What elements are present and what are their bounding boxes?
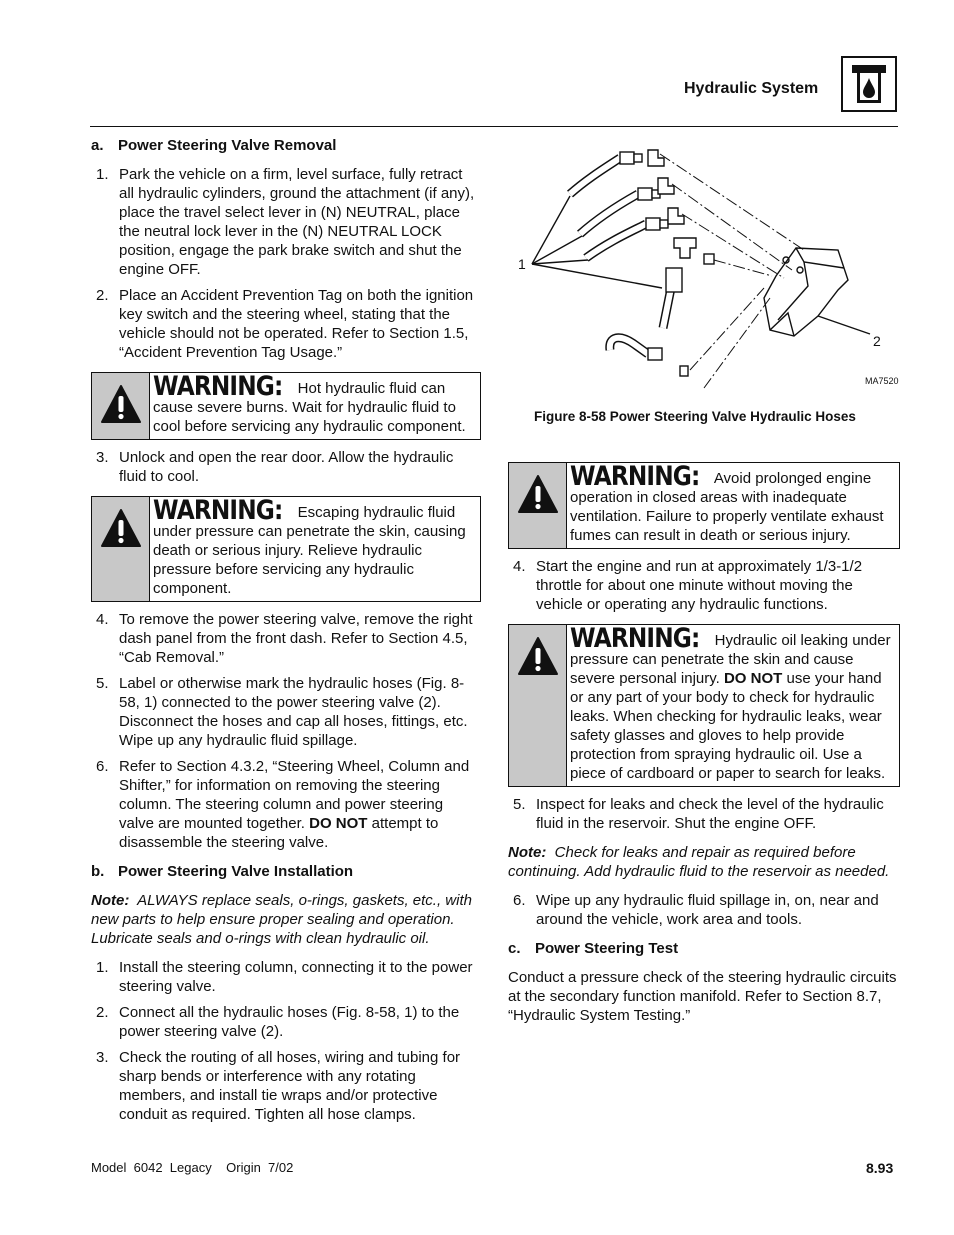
list-item: 5. Label or otherwise mark the hydraulic hoses (Fig. 8-58, 1) connected to the power steering valve (2). Disconnect the hoses and cap all hoses, fittings, etc. Wipe up any hydraulic fluid spillage. <box>96 675 468 749</box>
section-a-heading: a. Power Steering Valve Removal <box>91 137 337 154</box>
list-item: 3. Check the routing of all hoses, wiring and tubing for sharp bends or interference with any rotating members, and install tie wraps and/or protective conduit as required. Tighten all hose clamps. <box>96 1049 461 1123</box>
installation-steps <box>91 958 481 1124</box>
figure-caption: Figure 8-58 Power Steering Valve Hydraulic Hoses <box>534 409 856 424</box>
section-header-title: Hydraulic System <box>684 80 819 97</box>
removal-steps-right-1 <box>508 557 900 614</box>
removal-steps-3 <box>91 610 481 852</box>
warning-text: Avoid prolonged engine operation in closed areas with inadequate ventilation. Failure to properly ventilate exhaust fumes can result in death or serious injury. <box>570 470 884 544</box>
callout-2: 2 <box>873 333 881 349</box>
list-item: 4. To remove the power steering valve, remove the right dash panel from the front dash. Refer to Section 4.5, “Cab Removal.” <box>96 611 473 666</box>
list-item: 6. Wipe up any hydraulic fluid spillage in, on, near and around the vehicle, work area and tools. <box>513 892 879 928</box>
list-item: 6. Refer to Section 4.3.2, “Steering Wheel, Column and Shifter,” for information on removing the steering column. The steering column and power steering valve are mounted together. DO NOT attempt to disassemble the steering valve. <box>96 758 470 851</box>
warning-triangle-icon <box>100 507 142 549</box>
warning-label: WARNING: <box>570 461 700 492</box>
test-paragraph: Conduct a pressure check of the steering hydraulic circuits at the secondary function manifold. Refer to Section 8.7, “Hydraulic System Testing.” <box>508 969 897 1024</box>
list-item: 4. Start the engine and run at approximately 1/3-1/2 throttle for about one minute without moving the vehicle or operating any hydraulic functions. <box>513 558 863 613</box>
left-column <box>91 136 481 1134</box>
section-c-heading: c. Power Steering Test <box>508 940 679 957</box>
removal-steps-right-2 <box>508 795 900 833</box>
figure-code: MA7520 <box>865 376 899 386</box>
section-b-heading: b. Power Steering Valve Installation <box>91 863 354 880</box>
warning-text: Hydraulic oil leaking under pressure can penetrate the skin and cause severe personal injury. DO NOT use your hand or any part of your body to check for hydraulic leaks. When checking for hydraulic leaks, wear safety glasses and gloves to help provide protection from spraying hydraulic oil. Use a piece of cardboard or paper to search for leaks. <box>570 632 891 782</box>
warning-box-oil-leak <box>508 624 900 787</box>
warning-label: WARNING: <box>153 371 283 402</box>
header-rule <box>90 126 898 127</box>
right-column <box>508 462 900 1025</box>
removal-steps-2 <box>91 448 481 486</box>
callout-1: 1 <box>518 256 526 272</box>
warning-text: Escaping hydraulic fluid under pressure can penetrate the skin, causing death or serious injury. Relieve hydraulic pressure before servicing any hydraulic component. <box>153 504 466 597</box>
page-number: 8.93 <box>866 1160 894 1176</box>
footer-model-info: Model 6042 Legacy Origin 7/02 <box>91 1160 294 1175</box>
power-steering-hose-illustration <box>508 138 902 400</box>
hydraulic-system-icon <box>841 56 897 112</box>
hose-diagram <box>508 138 902 400</box>
list-item: 2. Place an Accident Prevention Tag on both the ignition key switch and the steering wheel, stating that the vehicle should not be operated. Refer to Section 1.5, “Accident Prevention Tag Usage.” <box>96 287 474 361</box>
note-b: Note: ALWAYS replace seals, o-rings, gaskets, etc., with new parts to help ensure proper sealing and operation. Lubricate seals and o-rings with clean hydraulic oil. <box>91 892 472 947</box>
removal-steps-right-3 <box>508 891 900 929</box>
warning-triangle-icon <box>100 383 142 425</box>
warning-box-engine-fumes <box>508 462 900 549</box>
warning-triangle-icon <box>517 635 559 677</box>
list-item: 3. Unlock and open the rear door. Allow the hydraulic fluid to cool. <box>96 449 454 485</box>
warning-text: Hot hydraulic fluid can cause severe burns. Wait for hydraulic fluid to cool before servicing any hydraulic component. <box>153 380 466 435</box>
warning-label: WARNING: <box>570 623 700 654</box>
note-leaks: Note: Check for leaks and repair as required before continuing. Add hydraulic fluid to the reservoir as needed. <box>508 844 890 880</box>
list-item: 5. Inspect for leaks and check the level of the hydraulic fluid in the reservoir. Shut the engine OFF. <box>513 796 884 832</box>
warning-label: WARNING: <box>153 495 283 526</box>
list-item: 1. Install the steering column, connecting it to the power steering valve. <box>96 959 473 995</box>
list-item: 1. Park the vehicle on a firm, level surface, fully retract all hydraulic cylinders, ground the attachment (if any), place the travel select lever in (N) NEUTRAL, place the neutral lock lever in the (N) NEUTRAL LOCK position, engage the park brake switch and shut the engine OFF. <box>96 166 475 278</box>
list-item: 2. Connect all the hydraulic hoses (Fig. 8-58, 1) to the power steering valve (2). <box>96 1004 460 1040</box>
warning-triangle-icon <box>517 473 559 515</box>
removal-steps-1 <box>91 165 481 362</box>
warning-box-hot-fluid <box>91 372 481 440</box>
warning-box-escaping-fluid <box>91 496 481 602</box>
